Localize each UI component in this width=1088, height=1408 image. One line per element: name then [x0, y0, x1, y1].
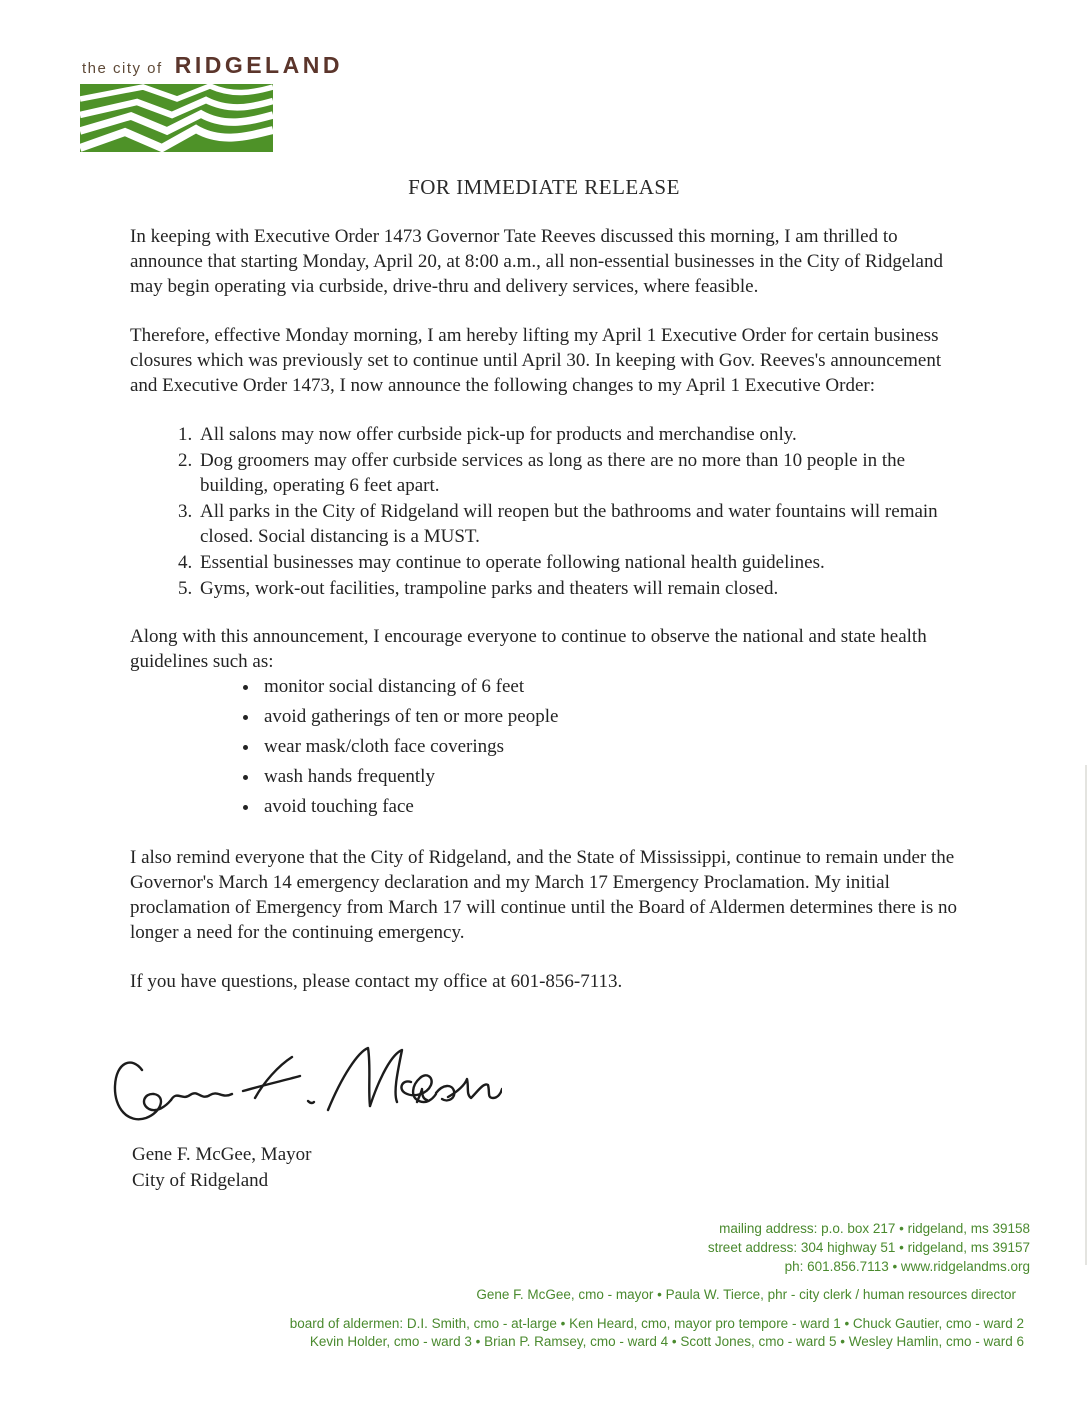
paragraph-emergency-declaration: I also remind everyone that the City of Ridgeland, and the State of Mississippi, continue to remain under the Governor's March 14 emergency declaration and my March 17 Emergency Proclamation. My initial proclamation of Emergency from March 17 will continue until the Board of Aldermen determines there is no longer a need for the continuing emergency.: [130, 847, 957, 943]
footer-address-block: [0, 1219, 1088, 1276]
footer-officials-line: Gene F. McGee, cmo - mayor • Paula W. Tierce, phr - city clerk / human resources director: [476, 1287, 1016, 1302]
street-address: street address: 304 highway 51 • ridgeland, ms 39157: [707, 1240, 1030, 1255]
numbered-item: 5. Gyms, work-out facilities, trampoline parks and theaters will remain closed.: [197, 576, 968, 601]
ridgeland-ridges-icon: [80, 84, 273, 152]
aldermen-line: Kevin Holder, cmo - ward 3 • Brian P. Ramsey, cmo - ward 4 • Scott Jones, cmo - ward 5 • Wesley Hamlin, cmo - ward 6: [309, 1334, 1024, 1349]
signatory-org: City of Ridgeland: [132, 1170, 269, 1191]
city-logo: [80, 52, 343, 152]
release-title: FOR IMMEDIATE RELEASE: [408, 175, 680, 199]
aldermen-line: board of aldermen: D.I. Smith, cmo - at-large • Ken Heard, cmo, mayor pro tempore - ward 1 • Chuck Gautier, cmo - ward 2: [289, 1316, 1024, 1331]
paragraph-order-changes: Therefore, effective Monday morning, I am hereby lifting my April 1 Executive Order for certain business closures which was previously set to continue until April 30. In keeping with Gov. Reeves's announcement and Executive Order 1473, I now announce the following changes to my April 1 Executive Order:: [130, 325, 942, 396]
bullet-item: • avoid gatherings of ten or more people: [260, 704, 968, 729]
footer-aldermen-block: [0, 1315, 1088, 1351]
phone-website: ph: 601.856.7113 • www.ridgelandms.org: [784, 1259, 1030, 1274]
numbered-item: 4. Essential businesses may continue to operate following national health guidelines.: [197, 550, 968, 575]
signatory-name: Gene F. McGee, Mayor: [132, 1144, 312, 1165]
paragraph-intro: In keeping with Executive Order 1473 Governor Tate Reeves discussed this morning, I am thrilled to announce that starting Monday, April 20, at 8:00 a.m., all non-essential businesses in the City of Ridgeland may begin operating via curbside, drive-thru and delivery services, where feasible.: [130, 226, 943, 297]
executive-order-changes-list: [130, 422, 968, 601]
city-logo-wordmark: [82, 52, 343, 79]
numbered-item: 1. All salons may now offer curbside pick-up for products and merchandise only.: [197, 422, 968, 447]
letterhead-footer: [0, 1219, 1088, 1351]
bullet-item: • monitor social distancing of 6 feet: [260, 674, 968, 699]
paragraph-guidelines-intro: Along with this announcement, I encourage everyone to continue to observe the national and state health guidelines such as:: [130, 626, 927, 672]
signature-block: [112, 1046, 502, 1194]
logo-prefix-text: the city of: [82, 60, 163, 77]
numbered-item: 2. Dog groomers may offer curbside services as long as there are no more than 10 people in the building, operating 6 feet apart.: [197, 448, 968, 498]
logo-city-name: RIDGELAND: [174, 52, 343, 78]
scan-artifact: [1085, 765, 1087, 1265]
health-guidelines-list: [130, 674, 968, 819]
bullet-item: • wear mask/cloth face coverings: [260, 734, 968, 759]
paragraph-contact: If you have questions, please contact my office at 601-856-7113.: [130, 971, 623, 992]
numbered-item: 3. All parks in the City of Ridgeland will reopen but the bathrooms and water fountains will remain closed. Social distancing is a MUST.: [197, 499, 968, 549]
bullet-item: • wash hands frequently: [260, 764, 968, 789]
mayor-signature-image: [112, 1046, 502, 1138]
mailing-address: mailing address: p.o. box 217 • ridgeland, ms 39158: [719, 1221, 1030, 1236]
bullet-item: • avoid touching face: [260, 794, 968, 819]
letter-body: [130, 224, 968, 1018]
